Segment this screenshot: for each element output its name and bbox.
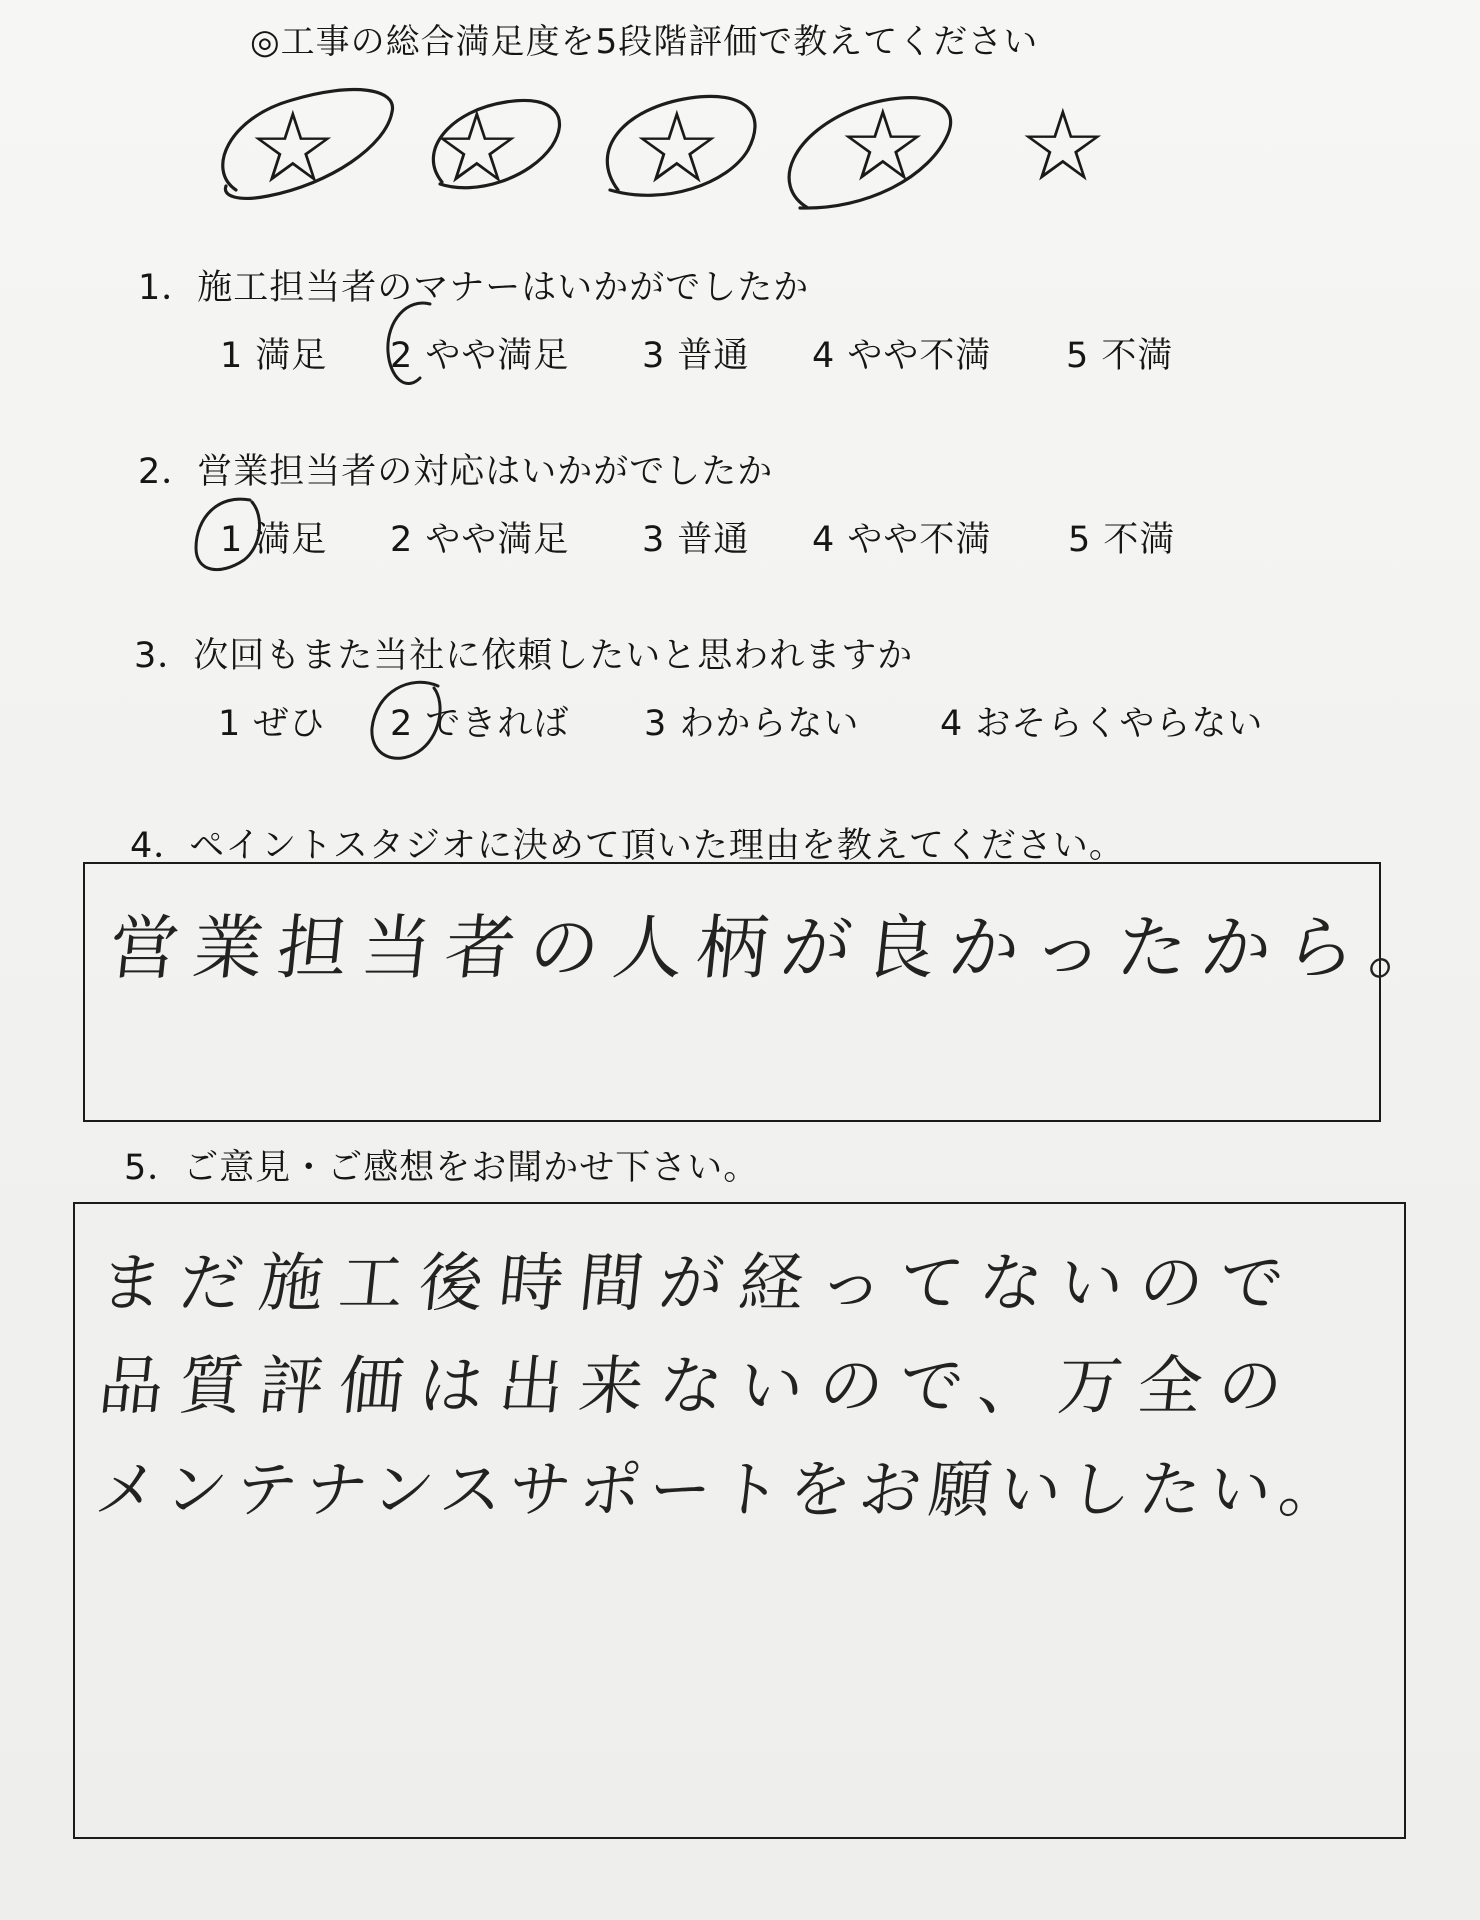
answer-5-line-3: メンテナンスサポートをお願いしたい。 bbox=[91, 1453, 1354, 1526]
rating-star-5: ☆ bbox=[1018, 87, 1108, 204]
q2-option-3: 3 普通 bbox=[642, 520, 750, 560]
answer-5-line-1: まだ施工後時間が経ってないので bbox=[95, 1247, 1304, 1321]
question-1-label: 1．施工担当者のマナーはいかがでしたか bbox=[138, 268, 810, 308]
q3-option-2: 2 できれば bbox=[390, 704, 570, 744]
star-1-circle-mark bbox=[223, 89, 393, 206]
q1-option-3: 3 普通 bbox=[642, 336, 750, 376]
q2-option-1-circle-mark bbox=[196, 499, 260, 570]
question-3-label: 3．次回もまた当社に依頼したいと思われますか bbox=[134, 636, 914, 676]
question-4-label: 4．ペイントスタジオに決めて頂いた理由を教えてください。 bbox=[130, 826, 1125, 866]
question-5-label: 5．ご意見・ご感想をお聞かせ下さい。 bbox=[124, 1148, 760, 1188]
rating-star-2: ☆ bbox=[432, 89, 522, 206]
survey-title: ◎工事の総合満足度を5段階評価で教えてください bbox=[250, 22, 1039, 62]
q1-option-1: 1 満足 bbox=[220, 336, 328, 376]
star-2-circle-mark bbox=[433, 100, 559, 187]
q1-option-2: 2 やや満足 bbox=[390, 336, 570, 376]
star-4-circle-mark bbox=[789, 87, 951, 208]
q1-option-4: 4 やや不満 bbox=[812, 336, 992, 376]
q3-option-4: 4 おそらくやらない bbox=[940, 704, 1264, 744]
q3-option-1: 1 ぜひ bbox=[218, 704, 326, 744]
rating-star-1: ☆ bbox=[248, 89, 338, 206]
q2-option-2: 2 やや満足 bbox=[390, 520, 570, 560]
q3-option-2-circle-mark bbox=[372, 682, 440, 758]
q2-option-4: 4 やや不満 bbox=[812, 520, 992, 560]
q2-option-5: 5 不満 bbox=[1068, 520, 1176, 560]
rating-star-3: ☆ bbox=[632, 89, 722, 206]
answer-5-line-2: 品質評価は出来ないので、万全の bbox=[95, 1350, 1302, 1424]
rating-star-4: ☆ bbox=[838, 87, 928, 204]
q2-option-1: 1 満足 bbox=[220, 520, 328, 560]
star-3-circle-mark bbox=[607, 96, 755, 195]
q1-option-2-circle-mark bbox=[388, 303, 430, 384]
q1-option-5: 5 不満 bbox=[1066, 336, 1174, 376]
q3-option-3: 3 わからない bbox=[644, 704, 860, 744]
question-2-label: 2．営業担当者の対応はいかがでしたか bbox=[138, 452, 774, 492]
answer-4-line-1: 営業担当者の人柄が良かったから。 bbox=[105, 907, 1458, 989]
